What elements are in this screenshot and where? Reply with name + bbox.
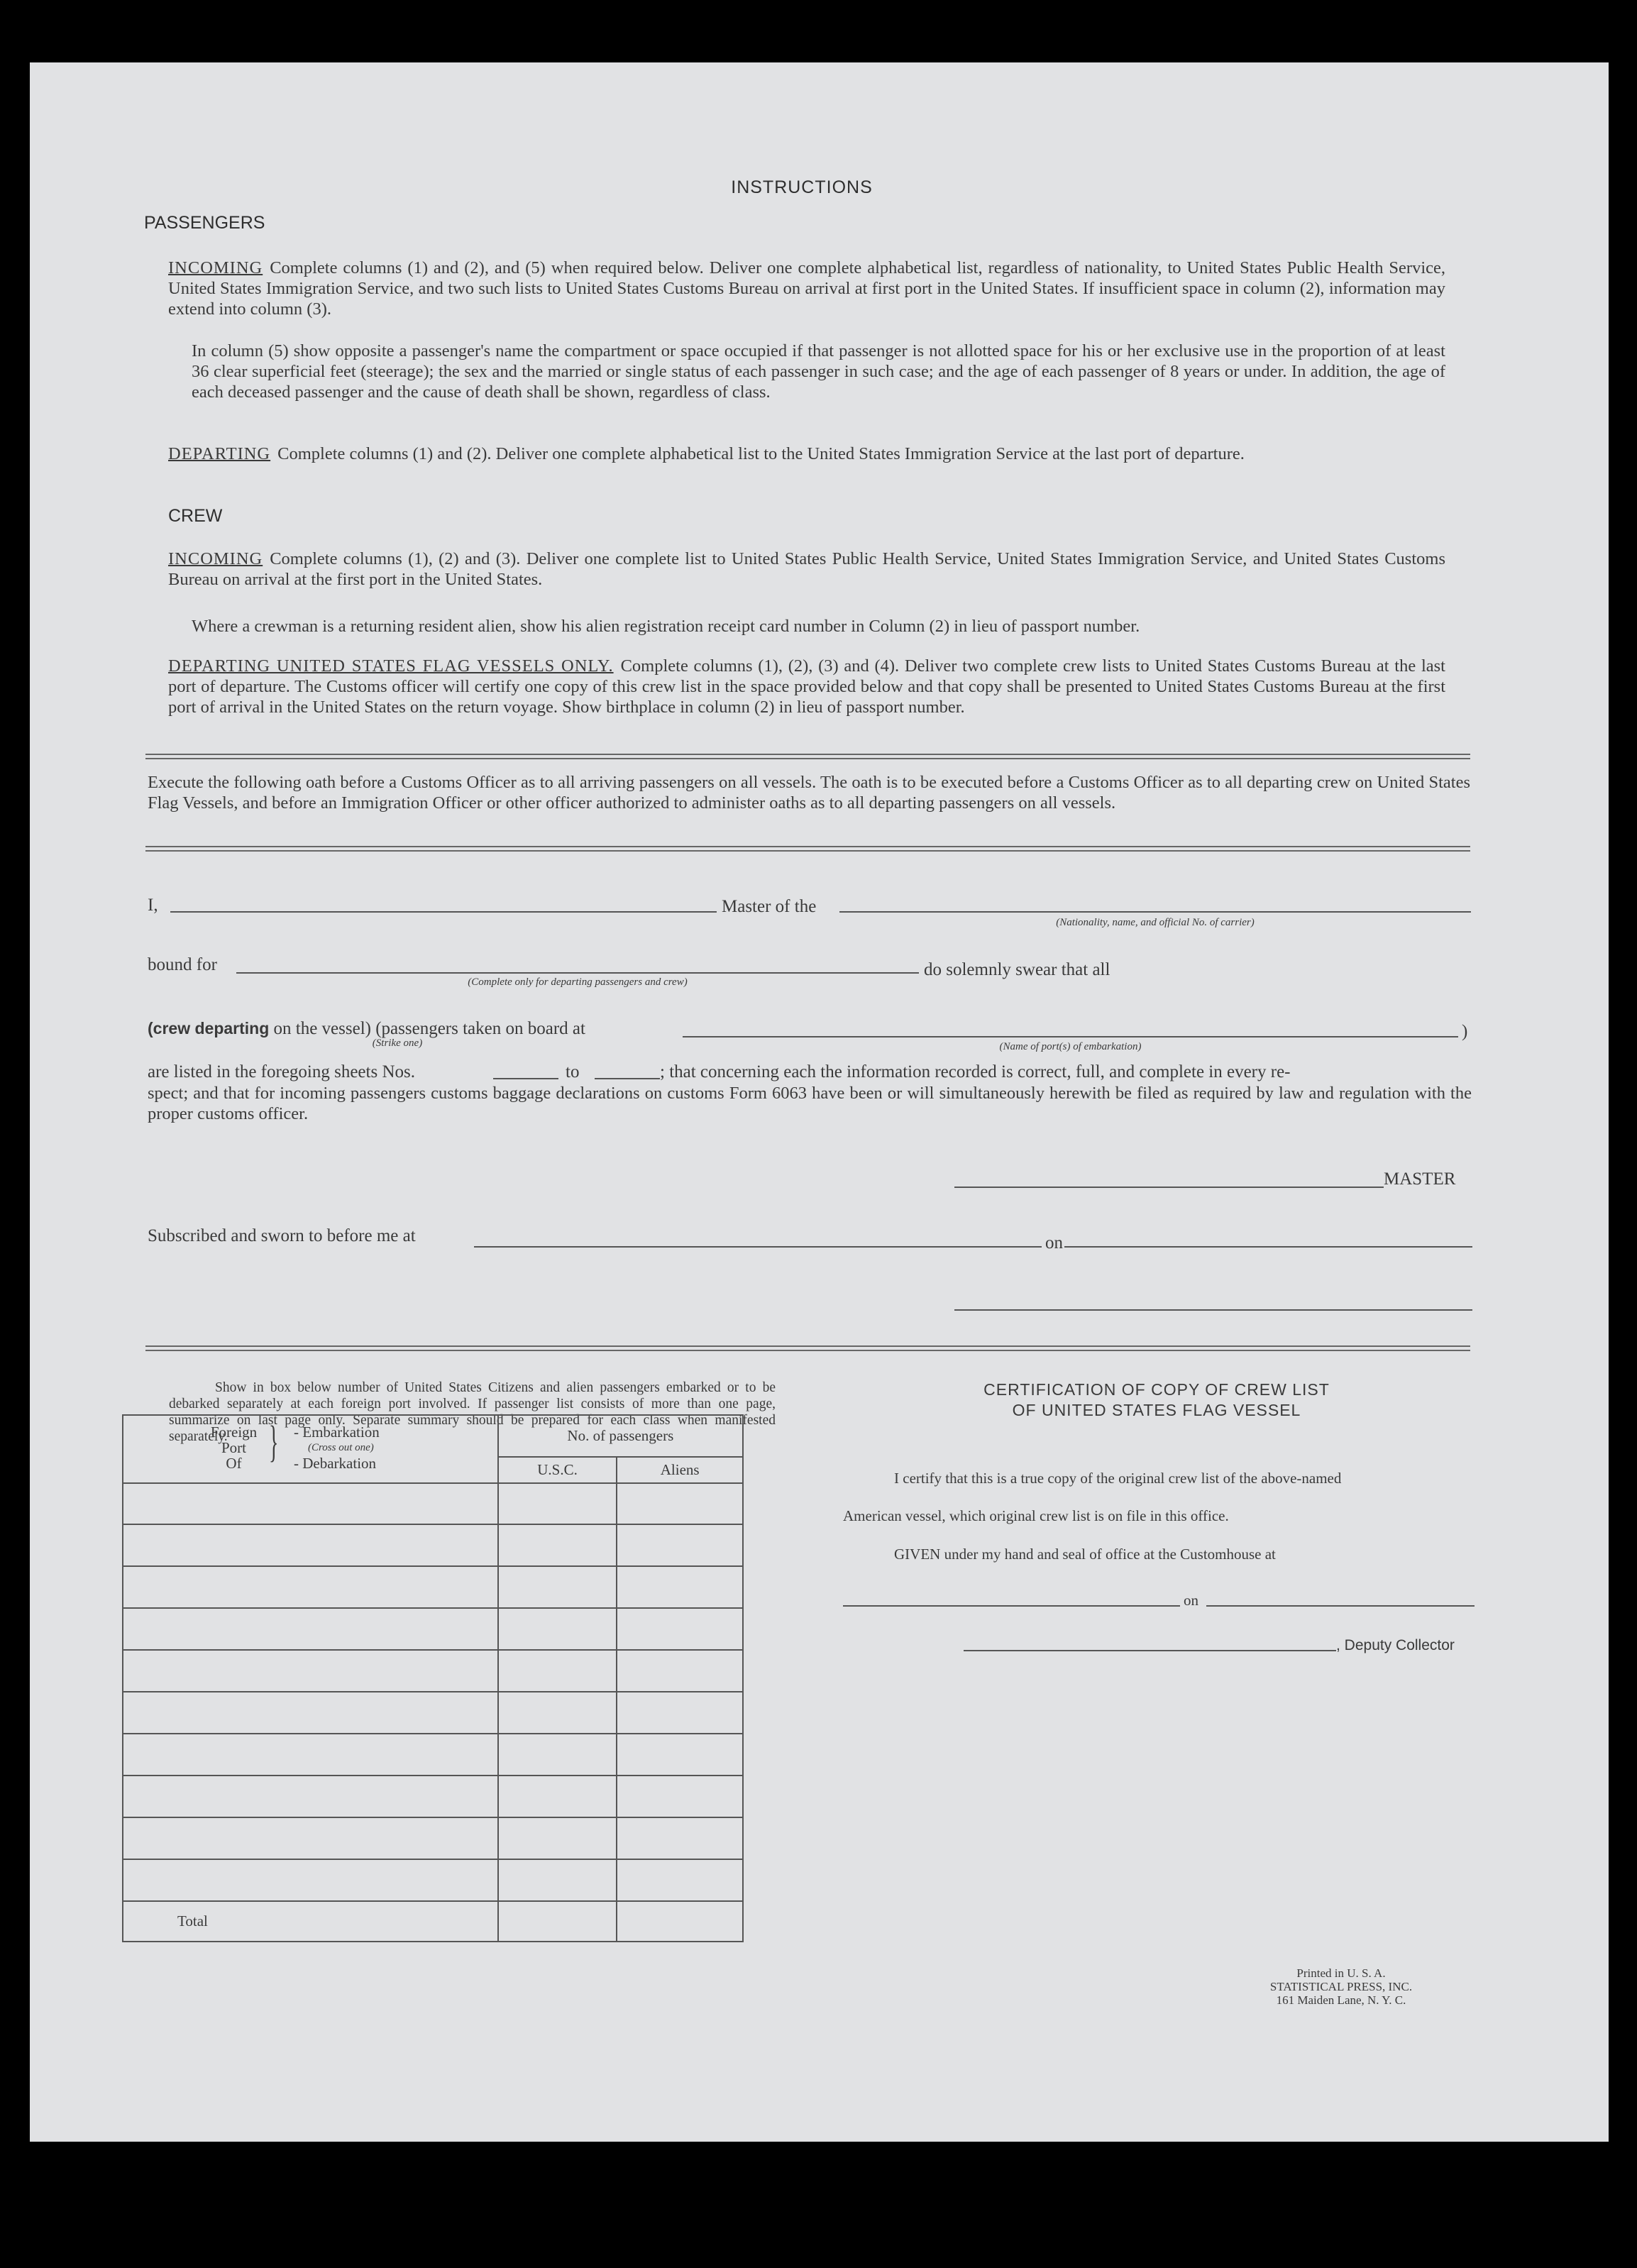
departing-passengers-text: Complete columns (1) and (2). Deliver one complete alphabetical list to the United States Immigration Service at the last port of departure.: [277, 444, 1245, 463]
port-cell[interactable]: [123, 1817, 498, 1859]
departing-flag-label: DEPARTING UNITED STATES FLAG VESSELS ONLY.: [168, 656, 614, 676]
oath-i: I,: [148, 896, 158, 915]
bound-for-label: bound for: [148, 955, 217, 974]
usc-cell[interactable]: [498, 1524, 617, 1566]
cross-out-caption: (Cross out one): [308, 1442, 374, 1453]
divider: [145, 846, 1470, 847]
usc-cell[interactable]: [498, 1859, 617, 1901]
crew-departing-option[interactable]: [148, 1019, 585, 1039]
table-row: [123, 1817, 743, 1859]
sworn-on-label: on: [1045, 1233, 1063, 1253]
usc-cell[interactable]: [498, 1776, 617, 1817]
incoming-crew-text: Complete columns (1), (2) and (3). Deliver one complete list to United States Public Health Service, United States Immigration Service, and United States Customs Bureau on arrival at the first port in the United States.: [168, 549, 1445, 589]
embarkation-label: - Embarkation: [294, 1424, 380, 1441]
embarkation-port-field[interactable]: [683, 1036, 1458, 1037]
incoming-crew-instruction: [168, 549, 1445, 590]
port-cell[interactable]: [123, 1734, 498, 1776]
table-row: [123, 1692, 743, 1734]
usc-cell[interactable]: [498, 1566, 617, 1608]
usc-cell[interactable]: [498, 1817, 617, 1859]
aliens-cell[interactable]: [617, 1483, 743, 1525]
incoming-passengers-instruction: [168, 258, 1445, 319]
debarkation-label: - Debarkation: [294, 1455, 377, 1472]
certify-date-field[interactable]: [1206, 1605, 1475, 1607]
aliens-header: Aliens: [617, 1457, 743, 1483]
imprint-line-2: STATISTICAL PRESS, INC.: [1269, 1980, 1413, 1993]
usc-header: U.S.C.: [498, 1457, 617, 1483]
strike-caption: (Strike one): [372, 1037, 423, 1049]
sheet-to-field[interactable]: [595, 1078, 660, 1079]
certify-line-3: GIVEN under my hand and seal of office at the Customhouse at: [894, 1546, 1276, 1563]
officer-signature-field[interactable]: [954, 1309, 1472, 1311]
imprint-line-3: 161 Maiden Lane, N. Y. C.: [1276, 1993, 1406, 2007]
brace-icon: }: [269, 1418, 279, 1466]
usc-cell[interactable]: [498, 1483, 617, 1525]
aliens-cell[interactable]: [617, 1650, 743, 1692]
port-cell[interactable]: [123, 1566, 498, 1608]
aliens-cell[interactable]: [617, 1734, 743, 1776]
divider: [145, 1350, 1470, 1351]
foreign-port-label: [200, 1424, 268, 1471]
no-passengers-header: No. of passengers: [498, 1415, 743, 1457]
usc-cell[interactable]: [498, 1608, 617, 1650]
deputy-collector-label: , Deputy Collector: [1336, 1637, 1455, 1653]
port-cell[interactable]: [123, 1608, 498, 1650]
carrier-caption: (Nationality, name, and official No. of carrier): [1056, 917, 1255, 928]
customhouse-field[interactable]: [843, 1605, 1180, 1607]
aliens-cell[interactable]: [617, 1859, 743, 1901]
incoming-label: INCOMING: [168, 258, 263, 277]
certification-title-2: OF UNITED STATES FLAG VESSEL: [1012, 1401, 1301, 1419]
passengers-heading: PASSENGERS: [144, 213, 265, 233]
divider: [145, 758, 1470, 759]
port-cell[interactable]: [123, 1524, 498, 1566]
aliens-cell[interactable]: [617, 1776, 743, 1817]
box-instruction: Show in box below number of United States Citizens and alien passengers embarked or to be debarked separately at each foreign port involved. If passenger list consists of more than one page, summarize on last page only. Separate summary should be prepared for each class when manifested separately.: [169, 1380, 776, 1444]
table-row: [123, 1650, 743, 1692]
port-cell[interactable]: [123, 1650, 498, 1692]
divider: [145, 850, 1470, 852]
port-caption: (Name of port(s) of embarkation): [999, 1041, 1142, 1052]
table-row: [123, 1776, 743, 1817]
crew-departing-text: (crew departing: [148, 1019, 270, 1037]
master-signature-field[interactable]: [954, 1187, 1384, 1188]
departing-label: DEPARTING: [168, 444, 271, 463]
listed-text-b: ; that concerning each the information recorded is correct, full, and complete in every re-: [660, 1062, 1291, 1081]
table-row: [123, 1566, 743, 1608]
table-row: [123, 1608, 743, 1650]
usc-total-cell[interactable]: [498, 1901, 617, 1942]
subscribed-label: Subscribed and sworn to before me at: [148, 1226, 416, 1245]
certification-title-1: CERTIFICATION OF COPY OF CREW LIST: [983, 1380, 1330, 1399]
imprint-line-1: Printed in U. S. A.: [1296, 1966, 1386, 1980]
usc-cell[interactable]: [498, 1692, 617, 1734]
on-vessel-text: on the vessel): [273, 1019, 371, 1038]
foreign-label: Foreign: [210, 1424, 258, 1441]
table-row: [123, 1859, 743, 1901]
column5-instruction: In column (5) show opposite a passenger's name the compartment or space occupied if that passenger is not allotted space for his or her exclusive use in the proportion of at least 36 clear superficial feet (steerage); the sex and the married or single status of each passenger in such case; and the age of each passenger of 8 years or under. In addition, the age of each deceased passenger and the cause of death shall be shown, regardless of class.: [192, 341, 1445, 402]
of-label: Of: [226, 1455, 242, 1472]
port-cell[interactable]: [123, 1483, 498, 1525]
embarkation-options[interactable]: [294, 1424, 380, 1471]
passenger-count-table: [122, 1414, 744, 1942]
printer-imprint: [1249, 1966, 1433, 2007]
sworn-place-field[interactable]: [474, 1246, 1042, 1248]
certify-line-1: I certify that this is a true copy of the original crew list of the above-named: [894, 1470, 1342, 1487]
usc-cell[interactable]: [498, 1650, 617, 1692]
sheet-from-field[interactable]: [493, 1078, 558, 1079]
aliens-total-cell[interactable]: [617, 1901, 743, 1942]
carrier-field[interactable]: [839, 911, 1471, 913]
port-header-cell: [123, 1415, 498, 1483]
bound-for-field[interactable]: [236, 972, 919, 974]
port-cell[interactable]: [123, 1859, 498, 1901]
close-paren: ): [1462, 1022, 1468, 1041]
incoming-passengers-text: Complete columns (1) and (2), and (5) when required below. Deliver one complete alphabetical list, regardless of nationality, to United States Public Health Service, United States Immigration Service, and two such lists to United States Customs Bureau on arrival at first port in the United States. If insufficient space in column (2), information may extend into column (3).: [168, 258, 1445, 319]
total-row: [123, 1901, 743, 1942]
deputy-signature-field[interactable]: [964, 1650, 1336, 1651]
sworn-date-field[interactable]: [1064, 1246, 1472, 1248]
to-text: to: [566, 1062, 580, 1081]
aliens-cell[interactable]: [617, 1608, 743, 1650]
certify-line-2: American vessel, which original crew list is on file in this office.: [843, 1507, 1229, 1524]
divider: [145, 754, 1470, 755]
crew-heading: CREW: [168, 506, 223, 526]
divider: [145, 1345, 1470, 1347]
certify-on-label: on: [1184, 1592, 1198, 1609]
swear-text: do solemnly swear that all: [924, 960, 1110, 979]
oath-instruction: Execute the following oath before a Customs Officer as to all arriving passengers on all vessels. The oath is to be executed before a Customs Officer as to all departing crew on United States Flag Vessels, and before an Immigration Officer or other officer authorized to administer oaths as to all departing passengers on all vessels.: [148, 773, 1470, 813]
master-of-the-label: Master of the: [722, 897, 817, 916]
aliens-cell[interactable]: [617, 1817, 743, 1859]
listed-text-c: spect; and that for incoming passengers customs baggage declarations on customs Form 6063 have been or will simultaneously herewith be filed as required by law and regulation with the proper customs officer.: [148, 1084, 1472, 1123]
usc-cell[interactable]: [498, 1734, 617, 1776]
aliens-cell[interactable]: [617, 1566, 743, 1608]
total-label: Total: [123, 1901, 498, 1942]
aliens-cell[interactable]: [617, 1524, 743, 1566]
table-row: [123, 1524, 743, 1566]
aliens-cell[interactable]: [617, 1692, 743, 1734]
master-name-field[interactable]: [170, 911, 717, 913]
port-cell[interactable]: [123, 1776, 498, 1817]
port-cell[interactable]: [123, 1692, 498, 1734]
resident-alien-note: Where a crewman is a returning resident alien, show his alien registration receipt card number in Column (2) in lieu of passport number.: [192, 617, 1140, 636]
port-label: Port: [221, 1439, 246, 1456]
page-title: INSTRUCTIONS: [731, 177, 873, 197]
table-row: [123, 1734, 743, 1776]
passengers-taken-text: (passengers taken on board at: [375, 1019, 585, 1038]
bound-for-caption: (Complete only for departing passengers and crew): [468, 976, 688, 988]
departing-flag-text: Complete columns (1), (2), (3) and (4). Deliver two complete crew lists to United States Customs Bureau at the last port of departure. The Customs officer will certify one copy of this crew list in the space provided below and that copy shall be presented to United States Customs Bureau at the first port of arrival in the United States on the return voyage. Show birthplace in column (2) in lieu of passport number.: [168, 656, 1445, 717]
master-label: MASTER: [1384, 1169, 1456, 1189]
table-row: [123, 1483, 743, 1525]
departing-flag-instruction: [168, 656, 1445, 717]
incoming-crew-label: INCOMING: [168, 549, 263, 568]
departing-passengers-instruction: [168, 444, 1445, 464]
listed-sheets-text: are listed in the foregoing sheets Nos.: [148, 1062, 415, 1081]
